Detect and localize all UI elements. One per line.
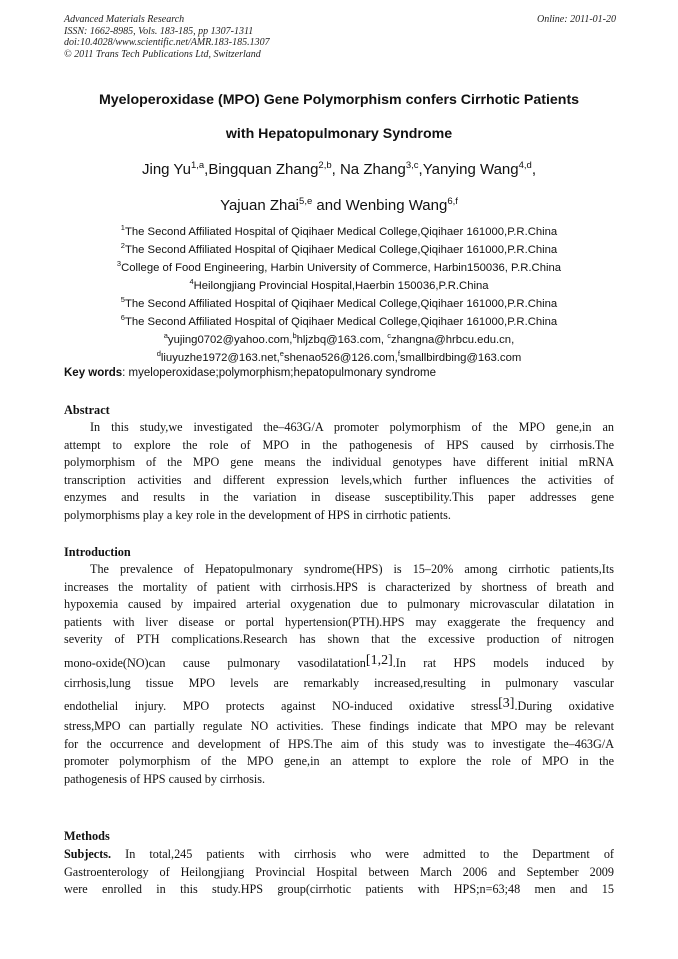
intro-text: .In rat HPS models induced by — [392, 655, 614, 670]
methods-line: were enrolled in this study.HPS group(cirrhotic patients with HPS;n=63;48 men and 15 — [64, 882, 614, 896]
email-line-2 — [40, 349, 638, 364]
affiliation-sup: 3 — [116, 259, 122, 268]
affiliation-text: Heilongjiang Provincial Hospital,Haerbin 150036,P.R.China — [193, 279, 489, 292]
affiliation-1 — [40, 223, 638, 238]
abstract-heading: Abstract — [64, 403, 110, 417]
author-sup: 1,a — [190, 160, 205, 171]
affiliation-text: The Second Affiliated Hospital of Qiqihaer Medical College,Qiqihaer 161000,P.R.China — [124, 225, 558, 238]
keywords — [64, 367, 436, 379]
affiliation-sup: 6 — [120, 313, 125, 322]
email[interactable]: hljzbq@163.com, — [296, 333, 388, 346]
email[interactable]: zhangna@hrbcu.edu.cn, — [390, 333, 515, 346]
author-sup: 5,e — [299, 196, 313, 207]
introduction-heading: Introduction — [64, 545, 131, 559]
author-name: Yajuan Zhai — [220, 197, 300, 214]
affiliation-text: The Second Affiliated Hospital of Qiqihaer Medical College,Qiqihaer 161000,P.R.China — [124, 297, 558, 310]
introduction-body — [64, 561, 614, 788]
intro-line: pathogenesis of HPS caused by cirrhosis. — [64, 771, 266, 786]
affiliation-sup: 5 — [120, 295, 125, 304]
email-sup: b — [292, 331, 297, 340]
methods-line — [64, 846, 614, 864]
doi-line: doi:10.4028/www.scientific.net/AMR.183-185.1307 — [64, 37, 270, 48]
email[interactable]: yujing0702@yahoo.com, — [167, 333, 293, 346]
issn-line: ISSN: 1662-8985, Vols. 183-185, pp 1307-1311 — [64, 25, 254, 37]
paper-title-line-1: Myeloperoxidase (MPO) Gene Polymorphism confers Cirrhotic Patients — [98, 92, 580, 108]
intro-line: stress,MPO can partially regulate NO activities. These findings indicate that MPO may be relevant — [64, 719, 614, 733]
intro-text: endothelial injury. MPO protects against NO-induced oxidative stress — [64, 699, 499, 713]
methods-heading: Methods — [64, 829, 110, 843]
affiliation-sup: 2 — [120, 241, 125, 250]
email-sup: a — [163, 331, 168, 340]
author-name: ,Bingquan Zhang — [204, 161, 319, 178]
intro-line: hypoxemia caused by impaired arterial oxygenation due to pulmonary microvascular dilatation in — [64, 597, 614, 611]
abstract-line: In this study,we investigated the–463G/A promoter polymorphism of the MPO gene,in an — [90, 420, 614, 434]
email-sup: f — [397, 349, 400, 358]
affiliation-text: College of Food Engineering, Harbin University of Commerce, Harbin150036, P.R.China — [121, 261, 562, 274]
journal-name: Advanced Materials Research — [64, 14, 185, 25]
citation-ref[interactable]: [1,2] — [365, 652, 393, 668]
affiliation-3 — [40, 259, 638, 274]
author-separator: , — [531, 161, 536, 178]
intro-line — [64, 649, 614, 675]
author-name: and Wenbing Wang — [312, 197, 448, 214]
intro-line — [64, 692, 614, 718]
email[interactable]: shenao526@126.com, — [283, 351, 398, 364]
intro-line: The prevalence of Hepatopulmonary syndrome(HPS) is 15–20% among cirrhotic patients,Its — [90, 562, 614, 576]
keywords-label: Key words — [64, 367, 123, 379]
author-line-1 — [40, 160, 638, 178]
abstract-line: enzymes and results in the variation in disease susceptibility.This paper addresses gene — [64, 490, 614, 504]
email[interactable]: liuyuzhe1972@163.net, — [160, 351, 280, 364]
email[interactable]: smallbirdbing@163.com — [399, 351, 522, 364]
intro-line: increases the mortality of patient with cirrhosis.HPS is characterized by shortness of breath and — [64, 579, 614, 594]
affiliation-text: The Second Affiliated Hospital of Qiqihaer Medical College,Qiqihaer 161000,P.R.China — [124, 243, 558, 256]
author-name: Jing Yu — [142, 161, 191, 178]
author-sup: 4,d — [518, 160, 532, 171]
journal-header — [64, 14, 616, 60]
author-name: , Na Zhang — [331, 161, 406, 178]
affiliation-sup: 4 — [189, 277, 194, 286]
abstract-line: transcription activities and different expression levels,which further influences the activities of — [64, 472, 614, 487]
methods-text: In total,245 patients with cirrhosis who were admitted to the Department of — [111, 847, 614, 861]
intro-line: promoter polymorphism of the MPO gene,in an attempt to explore the role of MPO in the — [64, 754, 614, 768]
intro-line: for the occurrence and development of HPS.The aim of this study was to investigate the–463G/A — [64, 736, 614, 751]
intro-text: .During oxidative — [514, 699, 614, 713]
intro-line: patients with liver disease or portal hypertension(PTH).HPS may exaggerate the frequency and — [64, 614, 614, 629]
abstract-line: attempt to explore the role of MPO in the pathogenesis of HPS caused by cirrhosis.The — [64, 437, 614, 452]
affiliation-text: The Second Affiliated Hospital of Qiqihaer Medical College,Qiqihaer 161000,P.R.China — [124, 315, 558, 328]
keywords-text: : myeloperoxidase;polymorphism;hepatopulmonary syndrome — [122, 367, 437, 379]
author-sup: 3,c — [405, 160, 419, 171]
author-name: ,Yanying Wang — [418, 161, 519, 178]
methods-line: Gastroenterology of Heilongjiang Provincial Hospital between March 2006 and September 2009 — [64, 864, 614, 879]
email-sup: e — [279, 349, 284, 358]
abstract-body — [64, 419, 614, 524]
affiliation-6 — [40, 313, 638, 328]
author-sup: 2,b — [318, 160, 332, 171]
affiliation-4 — [40, 277, 638, 292]
email-sup: d — [156, 349, 161, 358]
methods-body — [64, 846, 614, 899]
copyright-line: © 2011 Trans Tech Publications Ltd, Switzerland — [64, 48, 261, 60]
intro-text: mono-oxide(NO)can cause pulmonary vasodilatation — [64, 655, 366, 670]
affiliation-5 — [40, 295, 638, 310]
email-line-1 — [40, 331, 638, 346]
abstract-line: polymorphism of the MPO gene means the individual genotypes have different initial mRNA — [64, 455, 614, 469]
author-line-2 — [40, 196, 638, 214]
author-sup: 6,f — [447, 196, 458, 207]
citation-ref[interactable]: [3] — [498, 696, 515, 711]
online-date: Online: 2011-01-20 — [537, 14, 616, 25]
intro-line: severity of PTH complications.Research has shown that the excessive production of nitrogen — [64, 632, 614, 646]
intro-line: cirrhosis,lung tissue MPO levels are remarkably increased,resulting in pulmonary vascular — [64, 675, 614, 690]
affiliation-sup: 1 — [120, 223, 125, 232]
abstract-line: polymorphisms play a key role in the development of HPS in cirrhotic patients. — [64, 507, 451, 522]
affiliation-2 — [40, 241, 638, 256]
subjects-label: Subjects. — [64, 847, 112, 861]
email-sup: c — [387, 331, 391, 340]
paper-title-line-2: with Hepatopulmonary Syndrome — [225, 126, 453, 142]
